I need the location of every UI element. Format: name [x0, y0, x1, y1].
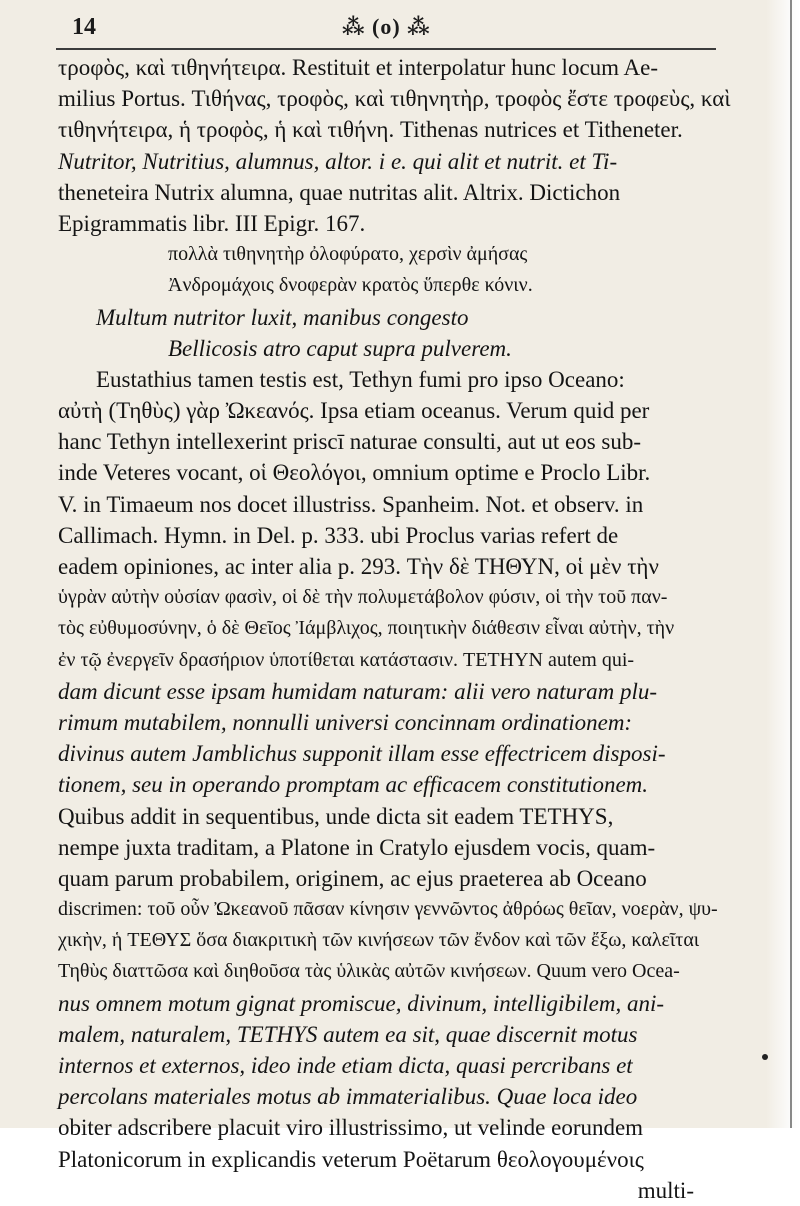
text-line: τὸς εὐθυμοσύνην, ὁ δὲ Θεῖος Ἰάμβλιχος, ποιητικὴν διάθεσιν εἶναι αὐτὴν, τὴν — [58, 617, 675, 640]
ink-speck — [762, 1054, 768, 1060]
text-line: Eustathius tamen testis est, Tethyn fumi pro ipso Oceano: — [96, 366, 625, 392]
page-header — [72, 14, 712, 42]
text-line: percolans materiales motus ab immaterialibus. Quae loca ideo — [58, 1084, 638, 1110]
text-line: Callimach. Hymn. in Del. p. 333. ubi Proclus varias refert de — [58, 522, 619, 548]
text-line: Nutritor, Nutritius, alumnus, altor. i e. qui alit et nutrit. et Ti- — [58, 148, 618, 174]
verse-translation-line: Bellicosis atro caput supra pulverem. — [168, 335, 512, 361]
text-line: Platonicorum in explicandis veterum Poëtarum θεολογουμένοις — [58, 1146, 644, 1172]
text-line: Quibus addit in sequentibus, unde dicta sit eadem TETHYS, — [58, 803, 614, 829]
text-line: nus omnem motum gignat promiscue, divinum, intelligibilem, ani- — [58, 990, 665, 1016]
header-rule — [56, 48, 716, 50]
verse-line: πολλὰ τιθηνητὴρ ὀλοφύρατο, χερσὶν ἀμήσας — [168, 243, 528, 266]
text-line: χικὴν, ἡ TEΘΥΣ ὅσα διακριτικὴ τῶν κινήσεων τῶν ἔνδον καὶ τῶν ἔξω, καλεῖται — [58, 929, 700, 952]
text-line: nempe juxta traditam, a Platone in Cratylo ejusdem vocis, quam- — [58, 834, 656, 860]
catchword: multi- — [637, 1177, 694, 1203]
text-line: inde Veteres vocant, οἱ Θεολόγοι, omnium optime e Proclo Libr. — [58, 460, 651, 486]
text-line: ἐν τῷ ἐνεργεῖν δρασήριον ὑποτίθεται κατάστασιν. TETHYN autem qui- — [58, 648, 635, 671]
text-line: ὑγρὰν αὐτὴν οὐσίαν φασὶν, οἱ δὲ τὴν πολυμετάβολον φύσιν, οἱ τὴν τοῦ παν- — [58, 586, 668, 609]
text-line: divinus autem Jamblichus supponit illam esse effectricem disposi- — [58, 741, 666, 767]
text-line: τροφὸς, καὶ τιθηνήτειρα. Restituit et interpolatur hunc locum Ae- — [58, 55, 658, 80]
page-number: 14 — [72, 14, 96, 40]
binding-line — [790, 0, 792, 1128]
text-line: rimum mutabilem, nonnulli universi concinnam ordinationem: — [58, 709, 633, 735]
text-line: hanc Tethyn intellexerint priscī naturae consulti, aut ut eos sub- — [58, 429, 642, 455]
text-line: obiter adscribere placuit viro illustrissimo, ut velinde eorundem — [58, 1115, 644, 1141]
text-line: internos et externos, ideo inde etiam dicta, quasi percribans et — [58, 1053, 633, 1078]
verse-translation-line: Multum nutritor luxit, manibus congesto — [96, 304, 469, 330]
text-line: Τηθὺς διαττῶσα καὶ διηθοῦσα τὰς ὑλικὰς αὐτῶν κινήσεων. Quum vero Ocea- — [58, 960, 680, 983]
page-edge — [766, 0, 800, 1128]
text-line: eadem opiniones, ac inter alia p. 293. Τὴν δὲ ΤΗΘΥΝ, οἱ μὲν τὴν — [58, 554, 659, 579]
text-line: tionem, seu in operando promptam ac efficacem constitutionem. — [58, 772, 649, 798]
text-line: discrimen: τοῦ οὖν Ὠκεανοῦ πᾶσαν κίνησιν γεννῶντος ἀθρόως θεῖαν, νοερὰν, ψυ- — [58, 898, 718, 921]
text-line: theneteira Nutrix alumna, quae nutritas alit. Altrix. Dictichon — [58, 179, 621, 205]
text-line: V. in Timaeum nos docet illustriss. Spanheim. Not. et observ. in — [58, 491, 644, 517]
verse-line: Ἀνδρομάχοις δνοφερὰν κρατὸς ὕπερθε κόνιν. — [168, 274, 533, 297]
text-line: dam dicunt esse ipsam humidam naturam: alii vero naturam plu- — [58, 678, 658, 704]
text-line: malem, naturalem, TETHYS autem ea sit, quae discernit motus — [58, 1021, 638, 1047]
text-line: τιθηνήτειρα, ἡ τροφὸς, ἡ καὶ τιθήνη. Tithenas nutrices et Titheneter. — [58, 117, 683, 143]
text-line: αὐτὴ (Τηθὺς) γὰρ Ὠκεανός. Ipsa etiam oceanus. Verum quid per — [58, 398, 650, 424]
running-head-ornament: ⁂ (o) ⁂ — [342, 14, 431, 39]
text-line: quam parum probabilem, originem, ac ejus praeterea ab Oceano — [58, 865, 647, 891]
text-line: milius Portus. Τιθήνας, τροφὸς, καὶ τιθηνητὴρ, τροφὸς ἔστε τροφεὺς, καὶ — [58, 86, 731, 112]
body-text — [58, 52, 734, 1206]
text-line: Epigrammatis libr. III Epigr. 167. — [58, 210, 366, 236]
